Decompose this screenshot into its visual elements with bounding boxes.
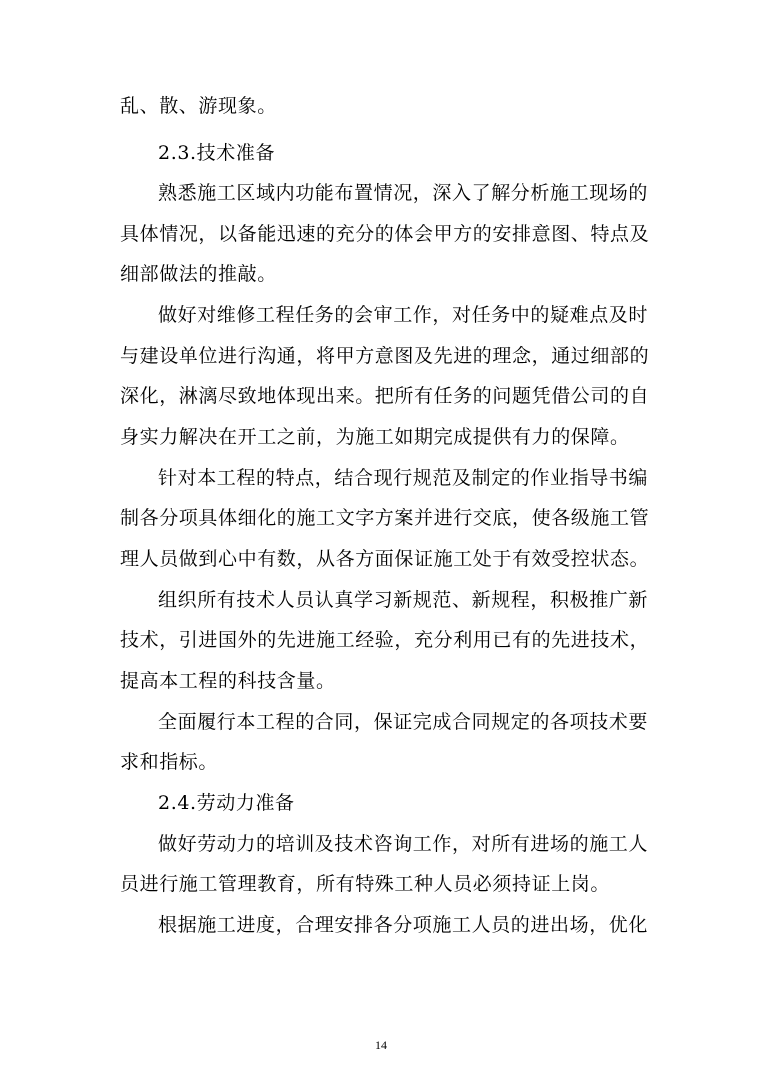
page-number: 14 [375,1038,387,1052]
paragraph-line: 提高本工程的科技含量。 [120,670,336,692]
paragraph-line: 制各分项具体细化的施工文字方案并进行交底，使各级施工管 [120,507,650,529]
paragraph-line: 做好劳动力的培训及技术咨询工作，对所有进场的施工人 [158,833,649,855]
paragraph-line: 技术，引进国外的先进施工经验，充分利用已有的先进技术， [120,629,650,651]
section-heading-2-3: 2.3.技术准备 [158,142,276,164]
paragraph-line: 全面履行本工程的合同，保证完成合同规定的各项技术要 [158,711,649,733]
paragraph-line: 员进行施工管理教育，所有特殊工种人员必须持证上岗。 [120,873,611,895]
paragraph-line: 做好对维修工程任务的会审工作，对任务中的疑难点及时 [158,304,649,326]
paragraph-line: 理人员做到心中有数，从各方面保证施工处于有效受控状态。 [120,548,650,570]
paragraph-line: 细部做法的推敲。 [120,263,277,285]
paragraph-line: 求和指标。 [120,751,219,773]
paragraph-line: 根据施工进度，合理安排各分项施工人员的进出场，优化 [158,914,649,936]
paragraph-line: 具体情况，以备能迅速的充分的体会甲方的安排意图、特点及 [120,223,650,245]
paragraph-line: 组织所有技术人员认真学习新规范、新规程，积极推广新 [158,589,649,611]
section-heading-2-4: 2.4.劳动力准备 [158,792,295,814]
text-line-continuation: 乱、散、游现象。 [120,95,277,117]
paragraph-line: 深化，淋漓尽致地体现出来。把所有任务的问题凭借公司的自 [120,385,650,407]
paragraph-line: 熟悉施工区域内功能布置情况，深入了解分析施工现场的 [158,182,649,204]
paragraph-line: 与建设单位进行沟通，将甲方意图及先进的理念，通过细部的 [120,345,650,367]
paragraph-line: 针对本工程的特点，结合现行规范及制定的作业指导书编 [158,467,649,489]
paragraph-line: 身实力解决在开工之前，为施工如期完成提供有力的保障。 [120,426,630,448]
